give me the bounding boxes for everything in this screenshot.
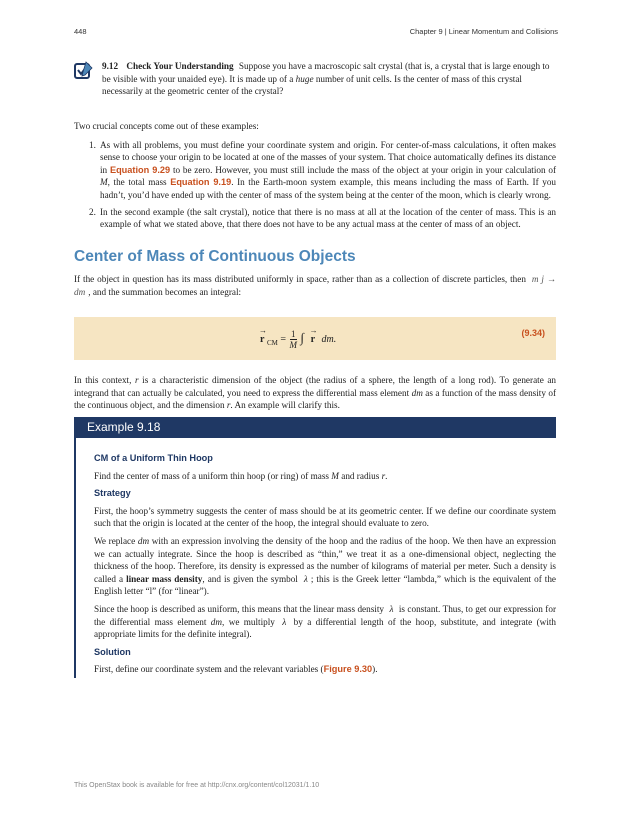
differential-dm: dm. (321, 333, 337, 345)
paragraph-text: , and is given the symbol (202, 573, 298, 584)
cyu-text-em: huge (295, 73, 314, 84)
paragraph-text: First, define our coordinate system and the relevant variables ( (94, 664, 324, 675)
subscript-cm: CM (266, 338, 278, 347)
math-var: dm (137, 535, 150, 546)
fraction-denominator: M (289, 340, 297, 350)
list-text: , the total mass (107, 177, 167, 188)
equation-box (74, 317, 556, 360)
equation-link[interactable]: Equation 9.29 (109, 164, 171, 175)
bold-term: linear mass density (126, 573, 203, 584)
list-number: 1. (89, 139, 96, 150)
paragraph-text: ). (372, 664, 378, 675)
running-header: Chapter 9 | Linear Momentum and Collisions (409, 27, 558, 36)
paragraph-text: We replace (94, 535, 136, 546)
fraction (290, 329, 298, 350)
solution-heading: Solution (94, 646, 131, 657)
list-item (74, 206, 556, 231)
concepts-intro: Two crucial concepts come out of these examples: (74, 121, 259, 131)
list-text: to be zero. However, you must still include the mass of the object at your origin in your calculation of (172, 164, 557, 175)
cyu-text-a: Suppose you have a macroscopic salt crystal (that is, a crystal that is large enough to be visible with your unaided eye). It is made up of a (102, 61, 550, 84)
strategy-paragraph (94, 603, 556, 641)
fraction-numerator: 1 (291, 329, 296, 339)
equals-sign: = (280, 333, 286, 345)
strategy-paragraph: First, the hoop’s symmetry suggests the center of mass should be at its geometric center. If we define our coordinate system such that the origin is located at the center of the hoop, the integral should evaluate to zero. (94, 505, 556, 529)
context-paragraph (74, 374, 556, 412)
integral-sign: ∫ (300, 329, 305, 345)
example-header (74, 417, 556, 438)
list-number: 2. (89, 206, 96, 217)
paragraph-text: with an expression involving the density of the hoop and the radius of the hoop. We then have an expression we can actually integrate. Since the hoop is described as “thin,” we treat it as a one-dimensional object, neglecting the thickness of the hoop. Therefore, its density is expressed as the number of kilograms of material per meter. Such a density is called a (94, 535, 557, 584)
paragraph-text: , we multiply (222, 616, 275, 627)
paragraph-text: is a characteristic dimension of the object (the radius of a sphere, the length of a long rod). To generate an integrand that can actually be calculated, you need to express the differential mass element (74, 375, 557, 398)
section-paragraph (74, 273, 556, 298)
vector-r: → r (311, 334, 315, 345)
paragraph-text: as a function of the mass density of the continuous object, and the dimension (74, 387, 557, 411)
paragraph-text: is constant. Thus, to get our expression for the differential mass element (94, 603, 557, 627)
math-var: dm (210, 616, 223, 627)
paragraph-text: In this context, (74, 375, 132, 385)
example-subtitle: CM of a Uniform Thin Hoop (94, 453, 213, 463)
paragraph-text: Since the hoop is described as uniform, this means that the linear mass density (94, 603, 384, 614)
example-title: Example 9.18 (87, 420, 161, 434)
solution-paragraph (94, 663, 556, 676)
paragraph-text: by a differential length of the hoop, substitute, and integrate (with appropriate limits for the definite integral). (94, 616, 557, 640)
list-text: In the second example (the salt crystal), notice that there is no mass at all at the location of the center of mass. This is an example of what we stated above, that there does not have to be any actual mass at the center of mass of an object. (100, 206, 556, 230)
cyu-title: Check Your Understanding (126, 61, 234, 71)
paragraph-text: . An example will clarify this. (230, 400, 340, 411)
paragraph-text: If the object in question has its mass distributed uniformly in space, rather than as a collection of discrete particles, then (74, 274, 526, 284)
paragraph-text: ; this is the Greek letter “lambda,” which is the equivalent of the English letter “l” (for “linear”). (94, 573, 557, 597)
checkbox-pencil-icon (74, 60, 94, 80)
list-text: . In the Earth-moon system example, this means including the mass of Earth. If you hadn’t, you’d have ended up with the center of mass of the system being at the center of the moon, which is clearly wrong. (100, 177, 557, 200)
example-problem (94, 470, 556, 483)
math-var: λ (303, 573, 308, 584)
math-var: M (100, 177, 108, 188)
strategy-paragraph (94, 535, 556, 598)
footer-note: This OpenStax book is available for free at http://cnx.org/content/col12031/1.10 (74, 782, 320, 789)
math-var: r (381, 470, 386, 481)
paragraph-text: , and the summation becomes an integral: (88, 286, 242, 297)
page-number: 448 (74, 27, 87, 36)
equation-content (260, 329, 336, 350)
math-var: dm (411, 387, 423, 398)
concepts-list (74, 139, 556, 231)
vector-r: → r (260, 334, 264, 345)
example-body (94, 452, 556, 681)
cyu-number: 9.12 (102, 61, 119, 71)
math-var: r (226, 400, 231, 411)
math-expression: m j → dm (74, 274, 557, 297)
math-var: M (331, 470, 339, 481)
list-text: As with all problems, you must define your coordinate system and origin. For center-of-mass calculations, it often makes sense to choose your origin to be located at one of the masses of your system. That choice automatically defines its distance in (100, 139, 556, 175)
strategy-heading: Strategy (94, 488, 131, 499)
math-var: r (134, 375, 139, 385)
equation-link[interactable]: Equation 9.19 (170, 177, 232, 188)
example-sidebar-line (74, 438, 76, 678)
cyu-text-b: number of unit cells. Is the center of mass of this crystal necessarily at the geometric center of the crystal? (102, 73, 522, 97)
paragraph-text: Find the center of mass of a uniform thin hoop (or ring) of mass (94, 470, 329, 481)
paragraph-text: and radius (341, 470, 380, 481)
math-var: λ (282, 616, 287, 627)
concepts-section (74, 120, 556, 235)
math-var: λ (389, 603, 394, 614)
section-title: Center of Mass of Continuous Objects (74, 248, 356, 265)
figure-link[interactable]: Figure 9.30 (323, 664, 373, 675)
paragraph-text: . (385, 470, 388, 481)
equation-number: (9.34) (521, 328, 545, 338)
list-item (74, 139, 556, 202)
